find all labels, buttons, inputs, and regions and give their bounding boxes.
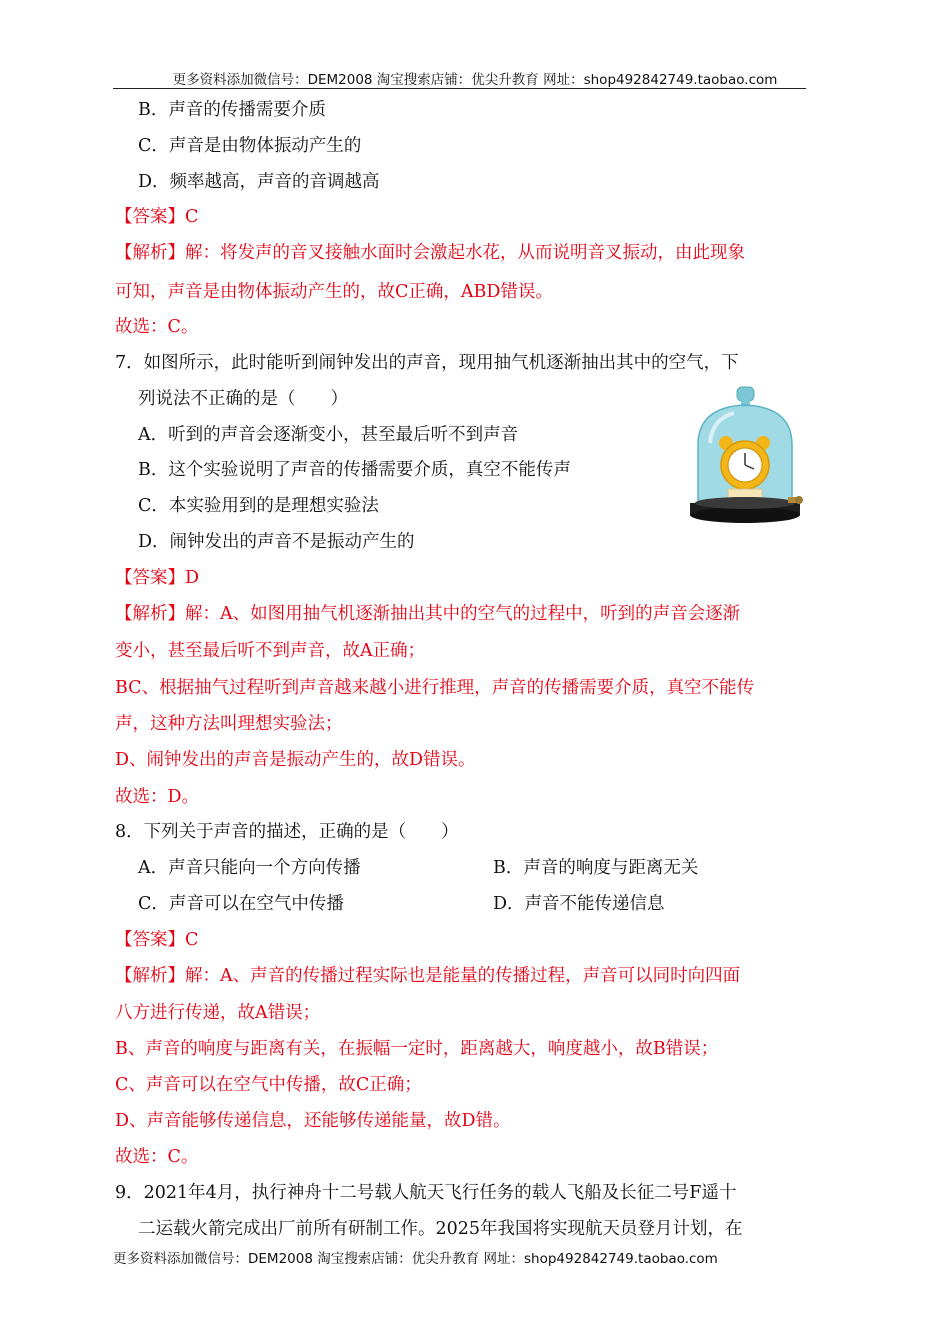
q6-analysis-line: 【解析】解：将发声的音叉接触水面时会激起水花，从而说明音叉振动，由此现象 <box>115 243 745 263</box>
q8-conclusion: 故选：C。 <box>115 1147 199 1167</box>
q7-answer: 【答案】D <box>115 568 200 588</box>
q7-stem-line: 7．如图所示，此时能听到闹钟发出的声音，现用抽气机逐渐抽出其中的空气，下 <box>115 353 739 373</box>
q6-answer: 【答案】C <box>115 207 199 227</box>
q7-analysis-line: 【解析】解：A、如图用抽气机逐渐抽出其中的空气的过程中，听到的声音会逐渐 <box>115 604 741 624</box>
header-divider <box>113 88 806 89</box>
q6-option-b: B．声音的传播需要介质 <box>138 100 326 120</box>
q9-stem-line: 9．2021年4月，执行神舟十二号载人航天飞行任务的载人飞船及长征二号F遥十 <box>115 1183 737 1203</box>
bell-jar-alarm-clock-figure <box>688 385 803 527</box>
q6-conclusion: 故选：C。 <box>115 317 199 337</box>
q8-option-b: B．声音的响度与距离无关 <box>493 858 699 878</box>
q8-option-c: C．声音可以在空气中传播 <box>138 894 344 914</box>
q6-option-d: D．频率越高，声音的音调越高 <box>138 172 380 192</box>
q7-analysis-line: BC、根据抽气过程听到声音越来越小进行推理，声音的传播需要介质，真空不能传 <box>115 678 755 698</box>
q9-stem-line: 二运载火箭完成出厂前所有研制工作。2025年我国将实现航天员登月计划，在 <box>138 1219 743 1239</box>
q8-analysis-line: B、声音的响度与距离有关，在振幅一定时，距离越大，响度越小，故B错误； <box>115 1039 719 1059</box>
q8-analysis-line: D、声音能够传递信息，还能够传递能量，故D错。 <box>115 1111 511 1131</box>
q6-option-c: C．声音是由物体振动产生的 <box>138 136 362 156</box>
page-header: 更多资料添加微信号：DEM2008 淘宝搜索店铺：优尖升教育 网址：shop492842749.taobao.com <box>172 72 778 88</box>
q8-option-d: D．声音不能传递信息 <box>493 894 665 914</box>
q7-analysis-line: 变小，甚至最后听不到声音，故A正确； <box>115 641 426 661</box>
q6-analysis-line: 可知，声音是由物体振动产生的，故C正确，ABD错误。 <box>115 282 553 302</box>
q7-analysis-line: 声，这种方法叫理想实验法； <box>115 714 343 734</box>
page-footer: 更多资料添加微信号：DEM2008 淘宝搜索店铺：优尖升教育 网址：shop492842749.taobao.com <box>113 1251 718 1267</box>
q8-answer: 【答案】C <box>115 930 199 950</box>
q7-option-a: A．听到的声音会逐渐变小，甚至最后听不到声音 <box>138 425 519 445</box>
q8-analysis-line: 【解析】解：A、声音的传播过程实际也是能量的传播过程，声音可以同时向四面 <box>115 966 741 986</box>
q7-analysis-line: D、闹钟发出的声音是振动产生的，故D错误。 <box>115 750 476 770</box>
q7-option-b: B．这个实验说明了声音的传播需要介质，真空不能传声 <box>138 460 571 480</box>
q8-option-a: A．声音只能向一个方向传播 <box>138 858 361 878</box>
q7-option-c: C．本实验用到的是理想实验法 <box>138 496 379 516</box>
q8-stem: 8．下列关于声音的描述，正确的是（ ） <box>115 822 459 842</box>
q8-analysis-line: 八方进行传递，故A错误； <box>115 1003 321 1023</box>
q7-stem-line: 列说法不正确的是（ ） <box>138 389 348 409</box>
q8-analysis-line: C、声音可以在空气中传播，故C正确； <box>115 1075 422 1095</box>
q7-conclusion: 故选：D。 <box>115 787 200 807</box>
q7-option-d: D．闹钟发出的声音不是振动产生的 <box>138 532 415 552</box>
